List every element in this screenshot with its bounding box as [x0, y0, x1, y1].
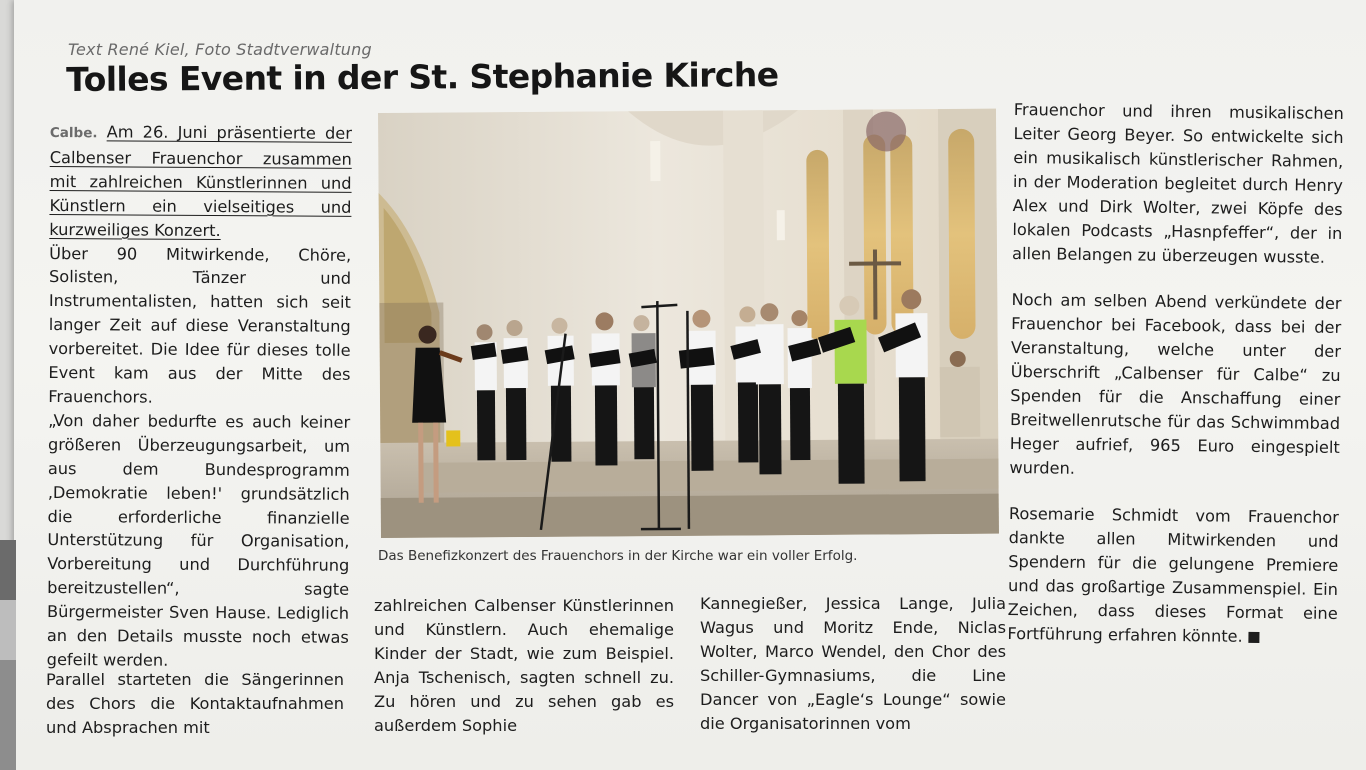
article-headline: Tolles Event in der St. Stephanie Kirche: [66, 55, 779, 99]
column-1-continued: [46, 668, 344, 740]
paragraph: Kannegießer, Jessica Lange, Julia Wagus und Moritz Ende, Niclas Wolter, Marco Wendel, den Chor des Schiller-Gymnasiums, die Line Dancer von „Eagle‘s Lounge“ sowie die Organisatorinnen vom: [700, 594, 1006, 733]
page-edge-strip: [0, 540, 16, 770]
column-2: [374, 594, 674, 737]
paragraph: Frauenchor und ihren musikalischen Leiter Georg Beyer. So entwickelte sich ein musikalisch künstlerischer Rahmen, in der Moderation begleitet durch Henry Alex und Dirk Wolter, zwei Köpfe des lokalen Podcasts „Hasnpfeffer“, der in allen Belangen zu überzeugen wusste.: [1011, 99, 1344, 267]
closing-text: Rosemarie Schmidt vom Frauenchor dankte allen Mitwirkenden und Spendern für die gelungene Premiere und das großartige Zusammenspiel. Ein Zeichen, dass dieses Format eine Fortführung erfahren könnte.: [1007, 503, 1340, 646]
quote-paragraph: „Von daher bedurfte es auch keiner größeren Überzeugungsarbeit, um aus dem Bundesprogramm ‚Demokratie leben!' grundsätzlich die erforderliche finanzielle Unterstützung für Organisation, Vorbereitung und Durchführung bereitzustellen“, sagte Bürgermeister Sven Hause. Lediglich an den Details musste noch etwas gefeilt werden.: [46, 410, 351, 670]
paragraph: Über 90 Mitwirkende, Chöre, Solisten, Tänzer und Instrumentalisten, hatten sich seit langer Zeit auf diese Veranstaltung vorbereitet. Die Idee für dieses tolle Event kam aus der Mitte des Frauenchors.: [48, 243, 352, 407]
choir-in-church-image: [378, 109, 999, 538]
paragraph: Parallel starteten die Sängerinnen des Chors die Kontaktaufnahmen und Absprachen mit: [46, 670, 344, 737]
end-of-article-mark: [1249, 632, 1260, 643]
lead-text: Am 26. Juni präsentierte der Calbenser Frauenchor zusammen mit zahlreichen Künstlerinnen und Künstlern ein vielseitiges und kurzweiliges Konzert.: [49, 122, 352, 240]
column-1: [47, 120, 352, 674]
column-3: [700, 592, 1006, 735]
concert-photo: [378, 109, 999, 538]
lead-paragraph: [49, 120, 352, 243]
magazine-page: [14, 0, 1366, 770]
photo-caption: Das Benefizkonzert des Frauenchors in der Kirche war ein voller Erfolg.: [378, 548, 858, 564]
author-credit: Text René Kiel, Foto Stadtverwaltung: [68, 40, 372, 59]
column-4: [1007, 98, 1344, 650]
dateline-place: Calbe.: [49, 124, 98, 142]
paragraph: Noch am selben Abend verkündete der Frauenchor bei Facebook, dass bei der Veranstaltung, welche unter der Überschrift „Calbenser für Calbe“ zu Spenden für die Anschaffung einer Breitwellenrutsche für das Schwimmbad Heger aufrief, 965 Euro eingespielt wurden.: [1009, 289, 1342, 478]
closing-paragraph: [1007, 502, 1339, 650]
paragraph: zahlreichen Calbenser Künstlerinnen und Künstlern. Auch ehemalige Kinder der Stadt, wie zum Beispiel. Anja Tschenisch, sagten schnell zu. Zu hören und zu sehen gab es außerdem Sophie: [374, 596, 674, 735]
